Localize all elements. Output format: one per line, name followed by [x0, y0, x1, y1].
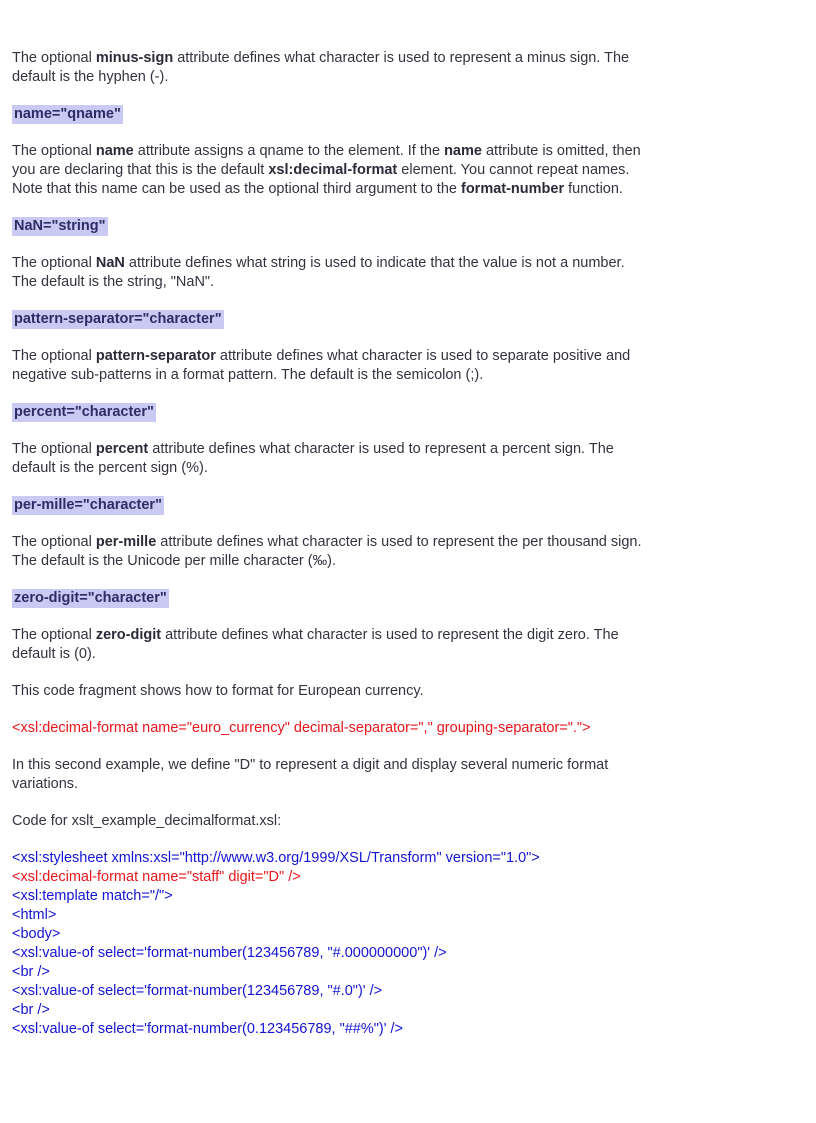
minus-sign-term: minus-sign	[95, 50, 174, 66]
code-line: <body>	[12, 926, 61, 942]
code-line: <xsl:value-of select='format-number(123456789, "#.0")' />	[12, 983, 383, 999]
zero-digit-description: The optional zero-digit attribute defines what character is used to represent the digit zero. The default is (0).	[12, 627, 619, 662]
percent-attribute-heading: percent="character"	[14, 404, 154, 420]
percent-attribute-description: The optional percent attribute defines what character is used to represent a percent sign. The default is the percent sign (%).	[12, 441, 614, 476]
xsl-code-block	[12, 849, 652, 1039]
pattern-separator-description: The optional pattern-separator attribute defines what character is used to separate positive and negative sub-patterns in a format pattern. The default is the semicolon (;).	[12, 348, 631, 383]
name-attribute-description: The optional name attribute assigns a qname to the element. If the name attribute is omitted, then you are declaring that this is the default xsl:decimal-format element. You cannot repeat names. Note that this name can be used as the optional third argument to the format-number function.	[12, 143, 641, 197]
nan-attribute-description: The optional NaN attribute defines what string is used to indicate that the value is not a number. The default is the string, "NaN".	[12, 255, 625, 290]
code-line: <xsl:stylesheet xmlns:xsl="http://www.w3.org/1999/XSL/Transform" version="1.0">	[12, 850, 540, 866]
pattern-separator-heading: pattern-separator="character"	[14, 311, 222, 327]
euro-intro-text: This code fragment shows how to format for European currency.	[12, 683, 424, 699]
nan-attribute-heading: NaN="string"	[14, 218, 106, 234]
code-line: <xsl:template match="/">	[12, 888, 173, 904]
code-file-label: Code for xslt_example_decimalformat.xsl:	[12, 813, 282, 829]
code-line: <br />	[12, 964, 50, 980]
code-line: <br />	[12, 1002, 50, 1018]
minus-sign-description: The optional minus-sign attribute defines what character is used to represent a minus sign. The default is the hyphen (-).	[12, 50, 630, 85]
code-line: <xsl:decimal-format name="staff" digit="D" />	[12, 869, 301, 885]
code-line: <xsl:value-of select='format-number(0.123456789, "##%")' />	[12, 1021, 404, 1037]
per-mille-heading: per-mille="character"	[14, 497, 162, 513]
per-mille-description: The optional per-mille attribute defines what character is used to represent the per thousand sign. The default is the Unicode per mille character (‰).	[12, 534, 642, 569]
code-line: <xsl:value-of select='format-number(123456789, "#.000000000")' />	[12, 945, 447, 961]
euro-code-sample: <xsl:decimal-format name="euro_currency" decimal-separator="," grouping-separator=".">	[12, 720, 591, 736]
code-line: <html>	[12, 907, 57, 923]
name-attribute-heading: name="qname"	[14, 106, 121, 122]
zero-digit-heading: zero-digit="character"	[14, 590, 167, 606]
second-example-text: In this second example, we define "D" to represent a digit and display several numeric format variations.	[12, 757, 609, 792]
